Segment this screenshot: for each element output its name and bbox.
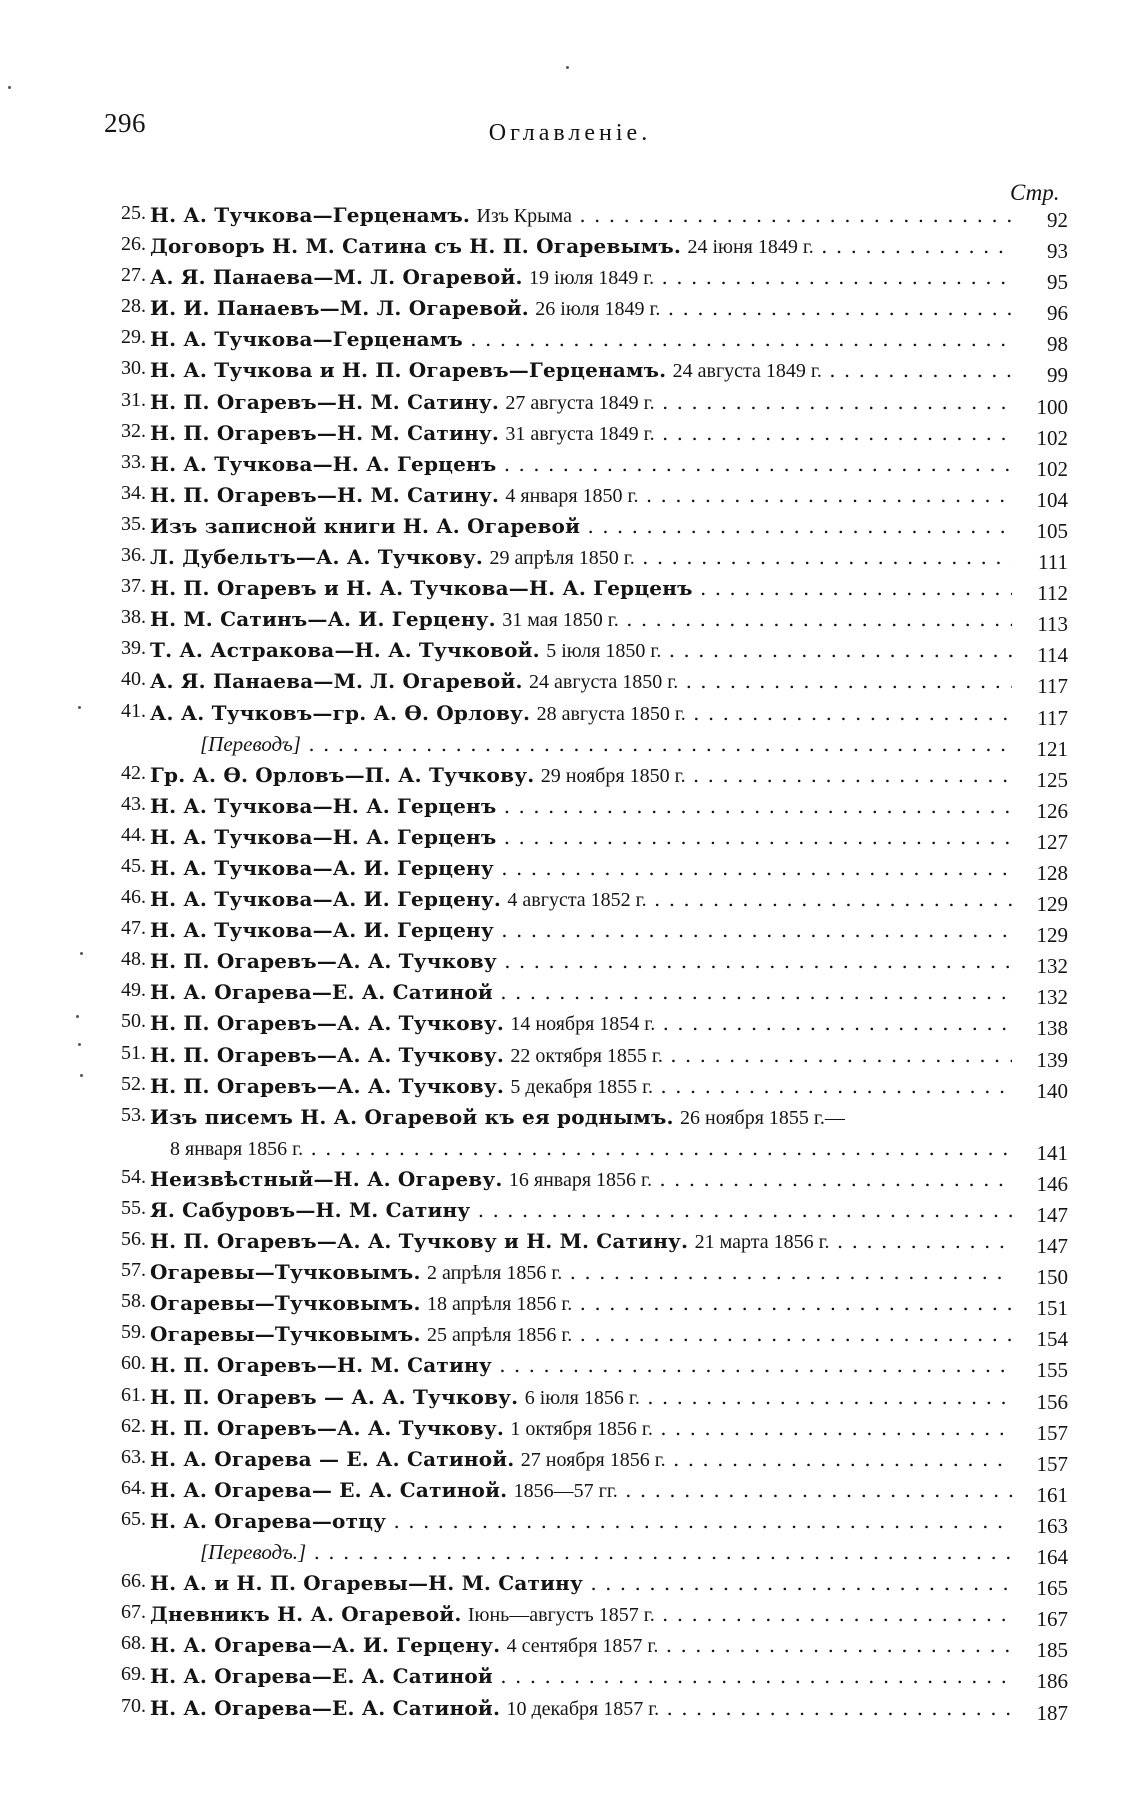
entry-number: 44.	[121, 823, 146, 846]
entry-page: 157	[1036, 1420, 1068, 1445]
entry-page: 147	[1036, 1234, 1068, 1259]
toc-line	[108, 1506, 1068, 1537]
entry-page: 163	[1036, 1513, 1068, 1538]
toc-line	[108, 1630, 1068, 1661]
toc-line	[108, 1413, 1068, 1444]
entry-page: 129	[1036, 923, 1068, 948]
entry-text	[150, 449, 1012, 480]
entry-page: 164	[1036, 1545, 1068, 1570]
entry-text	[150, 666, 1012, 697]
toc-line	[108, 791, 1068, 822]
entry-number: 57.	[121, 1259, 146, 1282]
entry-title: Изъ писемъ Н. А. Огаревой къ ея роднымъ.	[150, 1104, 674, 1129]
scan-speck	[8, 86, 11, 89]
entry-detail: 4 января 1850 г.	[505, 484, 639, 507]
entry-title: Н. П. Огаревъ—Н. М. Сатину.	[150, 389, 500, 414]
entry-text	[150, 511, 1012, 542]
toc-line	[108, 1071, 1068, 1102]
toc-line	[108, 200, 1068, 231]
entry-detail: 4 августа 1852 г.	[507, 889, 647, 912]
entry-title: Я. Сабуровъ—Н. М. Сатину	[150, 1198, 471, 1222]
entry-number: 33.	[121, 450, 146, 473]
entry-page: 117	[1037, 674, 1068, 699]
toc-line	[108, 666, 1068, 697]
entry-title: Огаревы—Тучковымъ.	[150, 1322, 421, 1347]
entry-page: 154	[1036, 1327, 1068, 1352]
running-title: Оглавленіе.	[488, 120, 652, 146]
toc-line	[108, 1008, 1068, 1039]
entry-number: 64.	[121, 1476, 146, 1499]
entry-page: 150	[1036, 1265, 1068, 1290]
entry-text	[150, 387, 1012, 418]
entry-detail: 24 іюня 1849 г.	[687, 236, 814, 259]
entry-detail: 10 декабря 1857 г.	[506, 1697, 660, 1720]
entry-page: 146	[1036, 1171, 1068, 1196]
entry-title: Н. П. Огаревъ—Н. М. Сатину.	[150, 482, 500, 507]
toc-line	[108, 418, 1068, 449]
entry-text	[150, 1661, 1012, 1692]
entry-title: Н. П. Огаревъ—Н. М. Сатину.	[150, 420, 500, 445]
entry-detail: 31 мая 1850 г.	[502, 609, 619, 632]
toc-line	[108, 449, 1068, 480]
entry-text	[150, 200, 1012, 231]
toc-line	[108, 262, 1068, 293]
toc-line	[108, 1475, 1068, 1506]
entry-title: Н. А. Огарева — Е. А. Сатиной.	[150, 1446, 515, 1471]
entry-title: Н. А. Тучкова—Н. А. Герценъ	[150, 824, 497, 849]
toc-line	[108, 853, 1068, 884]
entry-number: 47.	[121, 917, 146, 940]
entry-detail: 26 ноября 1855 г.—	[680, 1106, 845, 1129]
entry-page: 156	[1036, 1389, 1068, 1414]
entry-page: 128	[1036, 860, 1068, 885]
entry-page: 147	[1036, 1203, 1068, 1227]
entry-title: Т. А. Астракова—Н. А. Тучковой.	[150, 638, 540, 663]
entry-page: 140	[1036, 1078, 1068, 1103]
entry-title: Н. П. Огаревъ—А. А. Тучкову и Н. М. Сатину.	[150, 1229, 689, 1254]
entry-page: 102	[1036, 456, 1068, 481]
entry-text	[150, 355, 1012, 386]
entry-detail: 31 августа 1849 г.	[505, 422, 655, 445]
entry-detail: 24 августа 1850 г.	[529, 671, 679, 694]
entry-detail: [Переводъ.]	[200, 1540, 307, 1565]
entry-page: 127	[1036, 829, 1068, 854]
entry-number: 37.	[121, 575, 146, 598]
toc-line	[108, 1195, 1068, 1226]
entry-number: 62.	[121, 1414, 146, 1437]
entry-page: 96	[1047, 301, 1068, 326]
entry-number: 55.	[121, 1197, 146, 1219]
entry-page: 111	[1038, 550, 1068, 575]
entry-number: 59.	[121, 1321, 146, 1344]
entry-title: Н. П. Огаревъ—А. А. Тучкову.	[150, 1011, 505, 1036]
entry-title: Н. П. Огаревъ и Н. А. Тучкова—Н. А. Герценъ	[150, 576, 693, 601]
entry-title: Н. А. Тучкова—Герценамъ.	[150, 203, 471, 227]
toc-line	[108, 822, 1068, 853]
entry-number: 70.	[121, 1694, 146, 1717]
entry-number: 63.	[121, 1445, 146, 1468]
entry-detail: 29 ноября 1850 г.	[540, 764, 686, 787]
entry-text	[150, 1382, 1012, 1413]
entry-number: 48.	[121, 948, 146, 971]
entry-number: 45.	[121, 854, 146, 877]
entry-page: 93	[1047, 239, 1068, 264]
entry-title: Н. П. Огаревъ—А. А. Тучкову.	[150, 1042, 505, 1067]
toc-line	[108, 387, 1068, 418]
entry-page: 104	[1036, 487, 1068, 512]
entry-text	[150, 1195, 1012, 1226]
entry-text	[150, 853, 1012, 884]
entry-title: Н. А. Огарева—отцу	[150, 1508, 387, 1533]
entry-detail: 25 апрѣля 1856 г.	[426, 1324, 573, 1347]
entry-text	[150, 324, 1012, 355]
entry-text	[150, 1102, 1012, 1133]
entry-title: Н. А. Огарева—Е. А. Сатиной.	[150, 1695, 501, 1720]
entry-number: 25.	[121, 202, 146, 224]
page-column-header: Стр.	[1010, 180, 1060, 205]
entry-detail: Изъ Крыма	[476, 205, 572, 227]
toc-line	[108, 915, 1068, 946]
entry-number: 28.	[121, 295, 146, 318]
entry-title: Н. А. Тучкова—Н. А. Герценъ	[150, 793, 497, 818]
entry-detail: 27 ноября 1856 г.	[520, 1448, 666, 1471]
entry-title: Н. А. и Н. П. Огаревы—Н. М. Сатину	[150, 1571, 583, 1596]
entry-number: 53.	[121, 1103, 146, 1126]
entry-detail: 4 сентября 1857 г.	[506, 1635, 659, 1658]
entry-text	[150, 231, 1012, 262]
entry-title: Н. П. Огаревъ — А. А. Тучкову.	[150, 1384, 519, 1409]
entry-text	[150, 480, 1012, 511]
entry-text	[150, 915, 1012, 946]
entry-number: 65.	[121, 1507, 146, 1530]
entry-page: 167	[1036, 1607, 1068, 1632]
entry-title: Неизвѣстный—Н. А. Огареву.	[150, 1166, 503, 1191]
entry-number: 40.	[121, 668, 146, 691]
entry-detail: 28 августа 1850 г.	[536, 702, 686, 725]
entry-page: 186	[1036, 1669, 1068, 1694]
entry-detail: 18 апрѣля 1856 г.	[426, 1293, 573, 1316]
entry-page: 185	[1036, 1638, 1068, 1663]
entry-title: Огаревы—Тучковымъ.	[150, 1291, 421, 1316]
entry-title: Н. А. Тучкова—А. И. Герцену.	[150, 887, 502, 912]
entry-detail: 27 августа 1849 г.	[505, 391, 655, 414]
entry-number: 67.	[121, 1601, 146, 1624]
entry-detail: 21 марта 1856 г.	[694, 1231, 830, 1254]
entry-title: Огаревы—Тучковымъ.	[150, 1260, 421, 1285]
entry-page: 125	[1036, 767, 1068, 792]
toc-line	[108, 635, 1068, 666]
toc-line	[108, 1133, 1068, 1164]
scan-speck	[566, 66, 569, 69]
entry-number: 58.	[121, 1290, 146, 1313]
entry-detail: Іюнь—августъ 1857 г.	[467, 1604, 655, 1627]
entry-title: Гр. А. Ѳ. Орловъ—П. А. Тучкову.	[150, 762, 535, 787]
entry-number: 54.	[121, 1165, 146, 1188]
toc-line	[108, 231, 1068, 262]
entry-page: 113	[1037, 612, 1068, 637]
entry-text	[150, 418, 1012, 449]
toc-line	[108, 1537, 1068, 1568]
entry-number: 52.	[121, 1072, 146, 1095]
toc-line	[108, 293, 1068, 324]
toc-line	[108, 1040, 1068, 1071]
entry-page: 105	[1036, 518, 1068, 543]
entry-page: 132	[1036, 985, 1068, 1010]
toc-line	[108, 729, 1068, 760]
entry-text	[150, 822, 1012, 853]
entry-title: Н. П. Огаревъ—А. А. Тучкову	[150, 949, 497, 974]
entry-text	[150, 1226, 1012, 1257]
toc-line	[108, 1382, 1068, 1413]
scan-speck	[78, 706, 81, 709]
entry-page: 121	[1036, 736, 1068, 761]
entry-text	[150, 542, 1012, 573]
scan-speck	[80, 952, 83, 955]
entry-page: 161	[1036, 1482, 1068, 1507]
entry-number: 66.	[121, 1570, 146, 1593]
entry-detail: 26 іюля 1849 г.	[535, 298, 661, 321]
toc-line	[108, 1164, 1068, 1195]
entry-number: 56.	[121, 1228, 146, 1251]
entry-number: 38.	[121, 606, 146, 629]
entry-text	[150, 946, 1012, 977]
toc-line	[108, 324, 1068, 355]
entry-detail: 8 января 1856 г.	[170, 1137, 304, 1160]
entry-detail: 19 іюля 1849 г.	[529, 267, 655, 290]
entry-text	[150, 1164, 1012, 1195]
entry-title: А. Я. Панаева—М. Л. Огаревой.	[150, 669, 523, 694]
entry-title: Н. П. Огаревъ—А. А. Тучкову.	[150, 1073, 505, 1098]
entry-text	[150, 760, 1012, 791]
entry-text	[150, 604, 1012, 635]
entry-text	[170, 1133, 1012, 1164]
entry-page: 114	[1037, 643, 1068, 668]
entry-text	[150, 1257, 1012, 1288]
entry-number: 46.	[121, 886, 146, 909]
entry-text	[150, 977, 1012, 1008]
entry-detail: 2 апрѣля 1856 г.	[426, 1262, 563, 1285]
page-number: 296	[104, 108, 146, 138]
entry-page: 151	[1036, 1296, 1068, 1321]
toc-line	[108, 1350, 1068, 1381]
entry-number: 49.	[121, 979, 146, 1002]
entry-detail: 24 августа 1849 г.	[672, 360, 822, 383]
entry-text	[150, 1071, 1012, 1102]
entry-detail: 6 іюля 1856 г.	[524, 1386, 640, 1409]
scan-speck	[76, 1015, 79, 1018]
entry-title: А. А. Тучковъ—гр. А. Ѳ. Орлову.	[150, 700, 531, 725]
entry-text	[150, 1040, 1012, 1071]
entry-text	[150, 1444, 1012, 1475]
scan-speck	[78, 1043, 81, 1046]
entry-number: 68.	[121, 1632, 146, 1655]
entry-title: Договоръ Н. М. Сатина съ Н. П. Огаревымъ.	[150, 234, 682, 259]
entry-text	[150, 884, 1012, 915]
entry-text	[150, 1630, 1012, 1661]
entry-page: 99	[1047, 363, 1068, 388]
entry-number: 34.	[121, 481, 146, 504]
entry-text	[150, 791, 1012, 822]
entry-title: Н. П. Огаревъ—Н. М. Сатину	[150, 1353, 492, 1378]
toc-line	[108, 977, 1068, 1008]
entry-detail: 29 апрѣля 1850 г.	[489, 547, 635, 570]
entry-title: Изъ записной книги Н. А. Огаревой	[150, 513, 581, 538]
entry-number: 29.	[121, 326, 146, 349]
entry-title: А. Я. Панаева—М. Л. Огаревой.	[150, 265, 523, 290]
entry-text	[150, 1008, 1012, 1039]
entry-number: 41.	[121, 699, 146, 722]
entry-number: 51.	[121, 1041, 146, 1064]
table-of-contents	[108, 200, 1068, 1724]
entry-page: 100	[1036, 394, 1068, 419]
entry-title: Н. А. Тучкова и Н. П. Огаревъ—Герценамъ.	[150, 358, 667, 383]
entry-page: 112	[1037, 581, 1068, 606]
entry-page: 95	[1047, 270, 1068, 295]
entry-page: 139	[1036, 1047, 1068, 1072]
entry-text	[150, 635, 1012, 666]
entry-number: 35.	[121, 512, 146, 535]
entry-number: 27.	[121, 264, 146, 287]
entry-detail: 5 декабря 1855 г.	[510, 1075, 654, 1098]
entry-title: Н. П. Огаревъ—А. А. Тучкову.	[150, 1415, 505, 1440]
entry-detail: 1 октября 1856 г.	[510, 1417, 653, 1440]
entry-number: 36.	[121, 544, 146, 567]
entry-title: Н. А. Тучкова—Н. А. Герценъ	[150, 451, 497, 476]
entry-detail: 5 іюля 1850 г.	[546, 640, 662, 663]
entry-page: 129	[1036, 892, 1068, 917]
entry-number: 30.	[121, 357, 146, 380]
entry-title: Дневникъ Н. А. Огаревой.	[150, 1602, 462, 1627]
entry-number: 43.	[121, 792, 146, 815]
entry-number: 69.	[121, 1663, 146, 1686]
entry-page: 155	[1036, 1358, 1068, 1383]
entry-title: Н. А. Огарева—Е. А. Сатиной	[150, 1664, 493, 1689]
entry-text	[150, 1413, 1012, 1444]
entry-title: Н. А. Огарева—А. И. Герцену.	[150, 1633, 501, 1658]
entry-text	[150, 1599, 1012, 1630]
entry-page: 102	[1036, 425, 1068, 450]
entry-text	[150, 1288, 1012, 1319]
entry-text	[150, 1693, 1012, 1724]
entry-page: 98	[1047, 332, 1068, 357]
entry-number: 61.	[121, 1383, 146, 1406]
toc-line	[108, 542, 1068, 573]
entry-page: 132	[1036, 954, 1068, 979]
entry-title: Н. М. Сатинъ—А. И. Герцену.	[150, 607, 496, 632]
entry-text	[150, 573, 1012, 604]
toc-line	[108, 573, 1068, 604]
entry-number: 31.	[121, 388, 146, 411]
entry-title: Н. А. Тучкова—А. И. Герцену	[150, 918, 494, 943]
entry-number: 39.	[121, 637, 146, 660]
entry-text	[150, 1319, 1012, 1350]
entry-page: 165	[1036, 1576, 1068, 1601]
toc-line	[108, 1226, 1068, 1257]
entry-page: 157	[1036, 1451, 1068, 1476]
entry-number: 42.	[121, 761, 146, 784]
entry-detail: [Переводъ]	[200, 731, 301, 756]
entry-text	[150, 293, 1012, 324]
entry-number: 32.	[121, 419, 146, 442]
toc-line	[108, 1568, 1068, 1599]
entry-text	[150, 262, 1012, 293]
entry-page: 117	[1037, 705, 1068, 730]
entry-detail: 16 января 1856 г.	[508, 1168, 652, 1191]
toc-line	[108, 884, 1068, 915]
entry-detail: 14 ноября 1854 г.	[510, 1013, 656, 1036]
toc-line	[108, 698, 1068, 729]
toc-line	[108, 1444, 1068, 1475]
toc-line	[108, 1661, 1068, 1692]
toc-line	[108, 604, 1068, 635]
toc-line	[108, 760, 1068, 791]
entry-text	[150, 1350, 1012, 1381]
toc-line	[108, 946, 1068, 977]
entry-text	[150, 1475, 1012, 1506]
toc-line	[108, 1257, 1068, 1288]
entry-detail: 22 октября 1855 г.	[510, 1044, 663, 1067]
entry-text	[200, 1537, 1012, 1568]
toc-line	[108, 355, 1068, 386]
toc-line	[108, 511, 1068, 542]
toc-line	[108, 1599, 1068, 1630]
entry-page: 141	[1036, 1140, 1068, 1165]
entry-page: 187	[1036, 1700, 1068, 1725]
entry-page: 138	[1036, 1016, 1068, 1041]
entry-text	[150, 698, 1012, 729]
entry-text	[200, 729, 1012, 760]
entry-title: Н. А. Огарева— Е. А. Сатиной.	[150, 1477, 508, 1502]
scan-speck	[80, 1074, 83, 1077]
toc-line	[108, 1319, 1068, 1350]
toc-line	[108, 480, 1068, 511]
entry-title: Н. А. Тучкова—Герценамъ	[150, 327, 463, 352]
toc-line	[108, 1288, 1068, 1319]
entry-title: Л. Дубельтъ—А. А. Тучкову.	[150, 545, 484, 570]
entry-title: Н. А. Огарева—Е. А. Сатиной	[150, 980, 493, 1005]
entry-text	[150, 1568, 1012, 1599]
entry-title: Н. А. Тучкова—А. И. Герцену	[150, 855, 494, 880]
entry-title: И. И. Панаевъ—М. Л. Огаревой.	[150, 296, 529, 321]
toc-line	[108, 1102, 1068, 1133]
entry-page: 126	[1036, 798, 1068, 823]
entry-number: 60.	[121, 1352, 146, 1375]
entry-page: 92	[1047, 208, 1068, 232]
entry-number: 26.	[121, 233, 146, 256]
toc-line	[108, 1693, 1068, 1724]
entry-text	[150, 1506, 1012, 1537]
entry-detail: 1856—57 гг.	[513, 1479, 618, 1502]
entry-number: 50.	[121, 1010, 146, 1033]
